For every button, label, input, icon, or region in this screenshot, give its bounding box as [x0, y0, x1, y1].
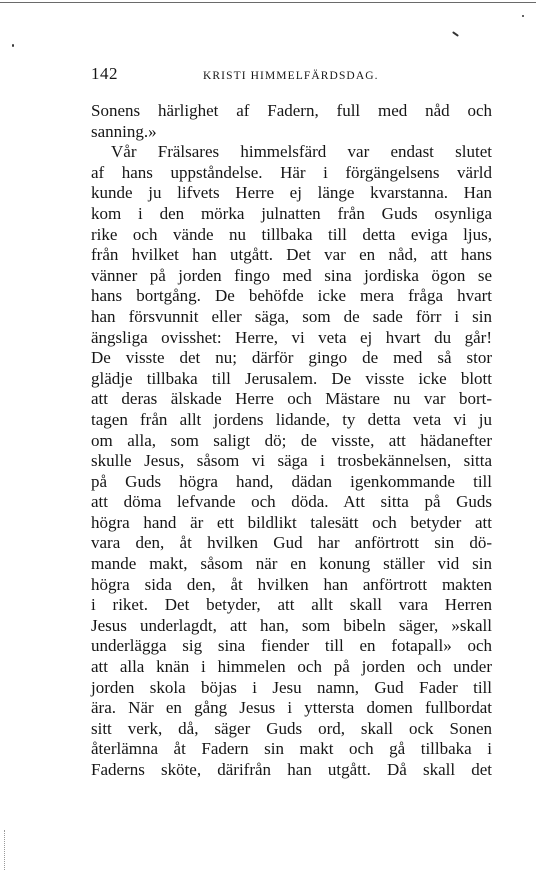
page-number: 142: [91, 64, 118, 83]
text-line: Faderns sköte, därifrån han utgått. Då skall det: [91, 760, 492, 779]
page-header: [91, 64, 501, 86]
text-line: skulle Jesus, såsom vi säga i trosbekännelsen, sitta: [91, 451, 492, 471]
text-line: i riket. Det betyder, att allt skall vara Herren: [91, 595, 492, 615]
text-line: att döma lefvande och döda. Att sitta på Guds: [91, 492, 492, 512]
text-line: De visste det nu; därför gingo de med så stor: [91, 348, 492, 368]
text-line: mande makt, såsom när en konung ställer vid sin: [91, 554, 492, 574]
text-line: att deras älskade Herre och Mästare nu var bort-: [91, 389, 492, 409]
text-line: han försvunnit eller säga, som de sade förr i sin: [91, 306, 492, 326]
text-line: sitt verk, då, säger Guds ord, skall ock Sonen: [91, 718, 492, 738]
running-head: KRISTI HIMMELFÄRDSDAG.: [203, 70, 379, 82]
text-line: sanning.»: [91, 121, 157, 141]
page-top-edge: [0, 2, 536, 3]
text-line: att alla knän i himmelen och på jorden och under: [91, 657, 492, 677]
body-text: [91, 101, 492, 781]
text-line: vara den, åt hvilken Gud har anförtrott sin dö-: [91, 533, 492, 553]
ink-speck: [452, 31, 459, 37]
text-line: ära. När en gång Jesus i yttersta domen fullbordat: [91, 698, 492, 718]
text-line: ängsliga ovisshet: Herre, vi veta ej hvart du går!: [91, 327, 492, 347]
text-line: Vår Frälsares himmelsfärd var endast slutet: [111, 142, 492, 162]
ink-speck: [12, 44, 14, 47]
text-line: underlägga sig sina fiender till en fotapall» och: [91, 636, 492, 656]
text-line: glädje tillbaka till Jerusalem. De visste icke blott: [91, 368, 492, 388]
text-line: från hvilket han utgått. Det var en nåd, att hans: [91, 245, 492, 265]
text-line: högra sida den, åt hvilken han anförtrott makten: [91, 574, 492, 594]
text-line: rike och vände nu tillbaka till detta eviga ljus,: [91, 224, 492, 244]
text-line: återlämna åt Fadern sin makt och gå tillbaka i: [91, 739, 492, 759]
text-line: om alla, som saligt dö; de visste, att hädanefter: [91, 430, 492, 450]
text-line: hans bortgång. De behöfde icke mera fråga hvart: [91, 286, 492, 306]
text-line: tagen från allt jordens lidande, ty detta veta vi ju: [91, 409, 492, 429]
text-line: af hans uppståndelse. Här i förgängelsens värld: [91, 162, 492, 182]
text-line: Jesus underlagdt, att han, som bibeln säger, »skall: [91, 615, 492, 635]
text-line: Sonens härlighet af Fadern, full med nåd och: [91, 101, 492, 120]
text-line: jorden skola böjas i Jesu namn, Gud Fader till: [91, 677, 492, 697]
binding-edge-marks: [4, 830, 6, 870]
text-line: högra hand är ett bildlikt talesätt och betyder att: [91, 512, 492, 532]
text-line: kom i den mörka julnatten från Guds osynliga: [91, 203, 492, 223]
text-line: vänner på jorden fingo med sina jordiska ögon se: [91, 265, 492, 285]
ink-speck: [522, 15, 524, 17]
text-line: kunde ju lifvets Herre ej länge kvarstanna. Han: [91, 183, 492, 203]
text-line: på Guds högra hand, dädan igenkommande till: [91, 471, 492, 491]
